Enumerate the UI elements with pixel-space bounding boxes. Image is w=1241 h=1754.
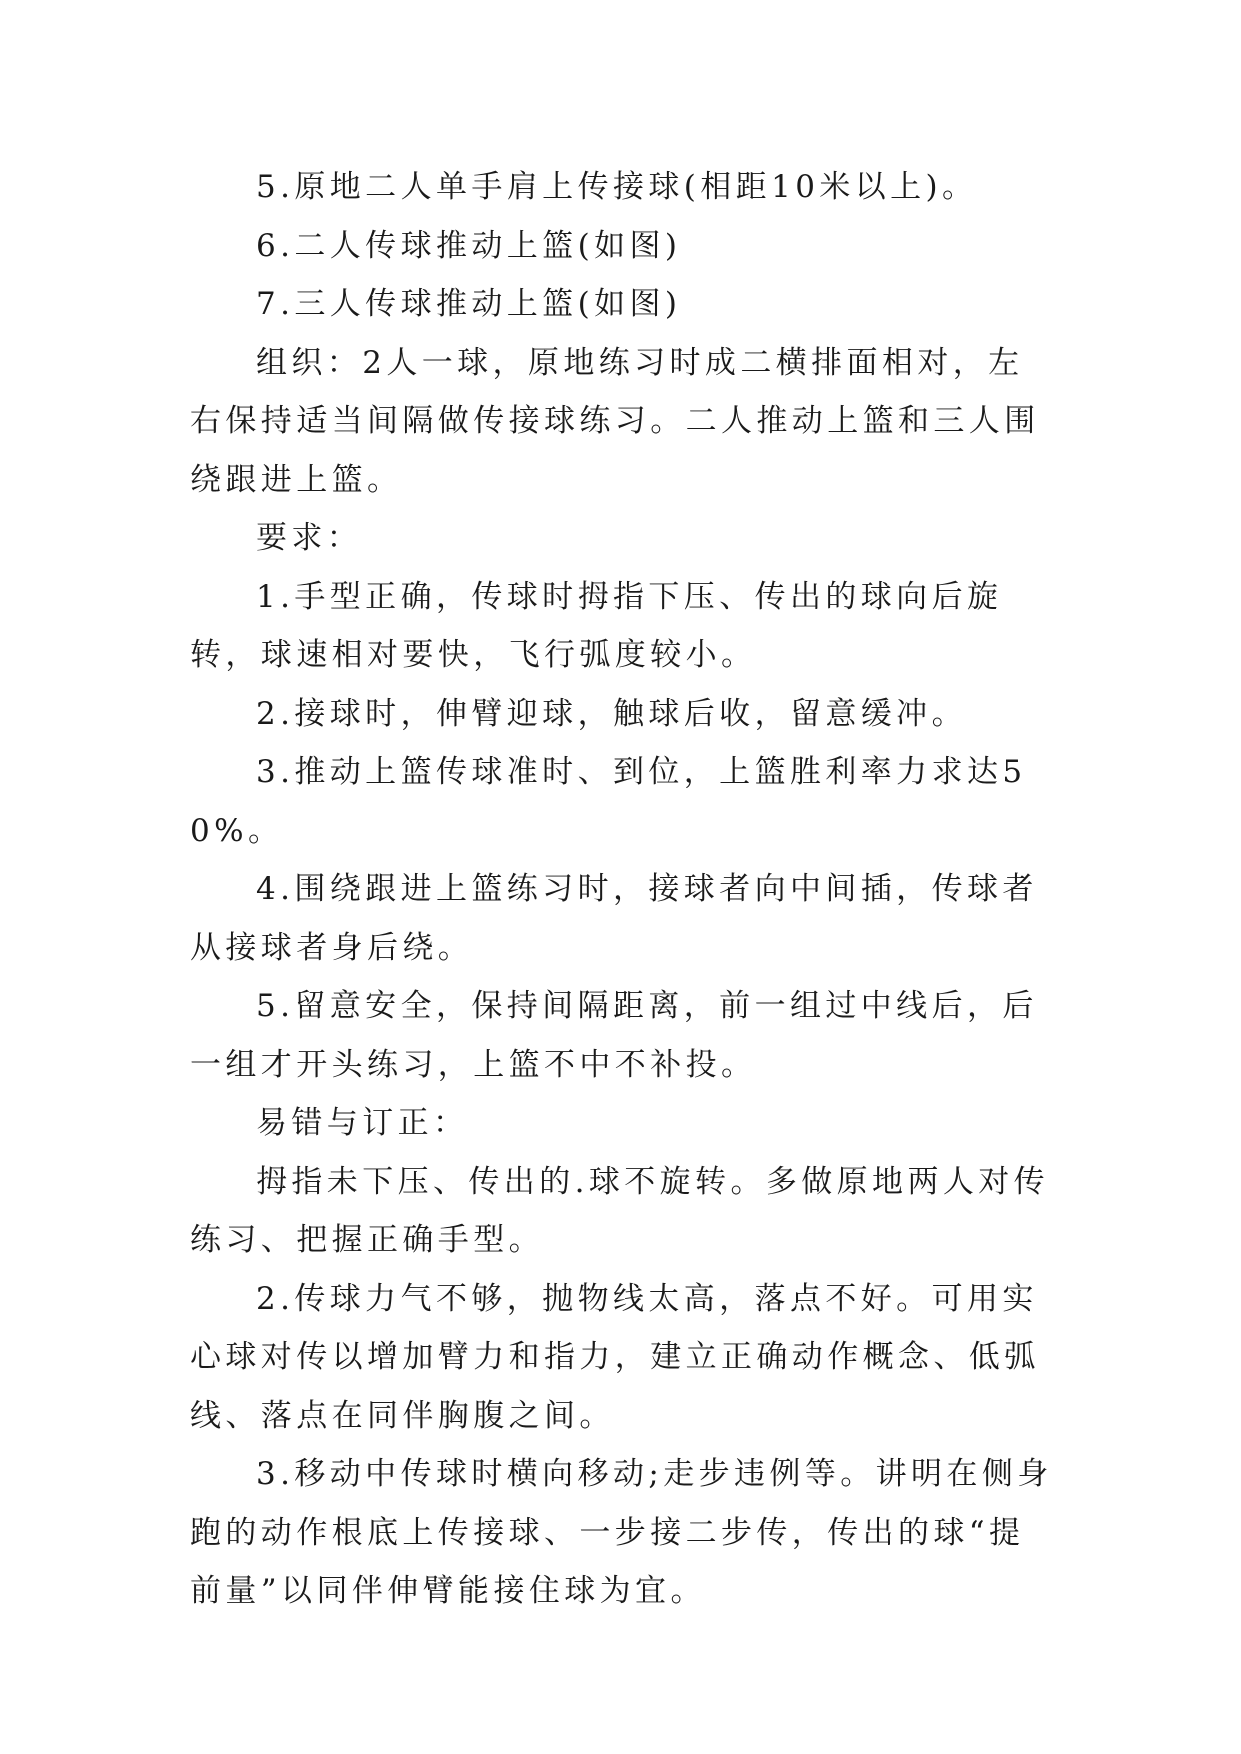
- paragraph-drill-5: 5.原地二人单手肩上传接球(相距10米以上)。: [256, 169, 978, 205]
- document-body: [190, 158, 1054, 1621]
- requirement-item-3: 3.推动上篮传球准时、到位，上篮胜利率力求达50%。: [190, 754, 1027, 849]
- paragraph-drill-7: 7.三人传球推动上篮(如图): [256, 286, 682, 322]
- correction-item-3: 3.移动中传球时横向移动;走步违例等。讲明在侧身跑的动作根底上传接球、一步接二步传，传出的球“提前量”以同伴伸臂能接住球为宜。: [190, 1456, 1053, 1609]
- requirement-item-5: 5.留意安全，保持间隔距离，前一组过中线后，后一组才开头练习，上篮不中不补投。: [190, 988, 1038, 1083]
- heading-requirements: 要求：: [256, 520, 363, 556]
- requirement-item-4: 4.围绕跟进上篮练习时，接球者向中间插，传球者从接球者身后绕。: [190, 871, 1038, 966]
- requirement-item-1: 1.手型正确，传球时拇指下压、传出的球向后旋转，球速相对要快，飞行弧度较小。: [190, 578, 1003, 673]
- heading-errors-corrections: 易错与订正：: [256, 1105, 469, 1141]
- correction-item-1: 拇指未下压、传出的.球不旋转。多做原地两人对传练习、把握正确手型。: [190, 1163, 1050, 1258]
- correction-item-2: 2.传球力气不够，抛物线太高，落点不好。可用实心球对传以增加臂力和指力，建立正确动作概念、低弧线、落点在同伴胸腹之间。: [190, 1280, 1040, 1434]
- requirement-item-2: 2.接球时，伸臂迎球，触球后收，留意缓冲。: [256, 695, 967, 732]
- paragraph-organization: 组织：2人一球，原地练习时成二横排面相对，左右保持适当间隔做传接球练习。二人推动上篮和三人围绕跟进上篮。: [190, 344, 1040, 498]
- paragraph-drill-6: 6.二人传球推动上篮(如图): [256, 227, 682, 264]
